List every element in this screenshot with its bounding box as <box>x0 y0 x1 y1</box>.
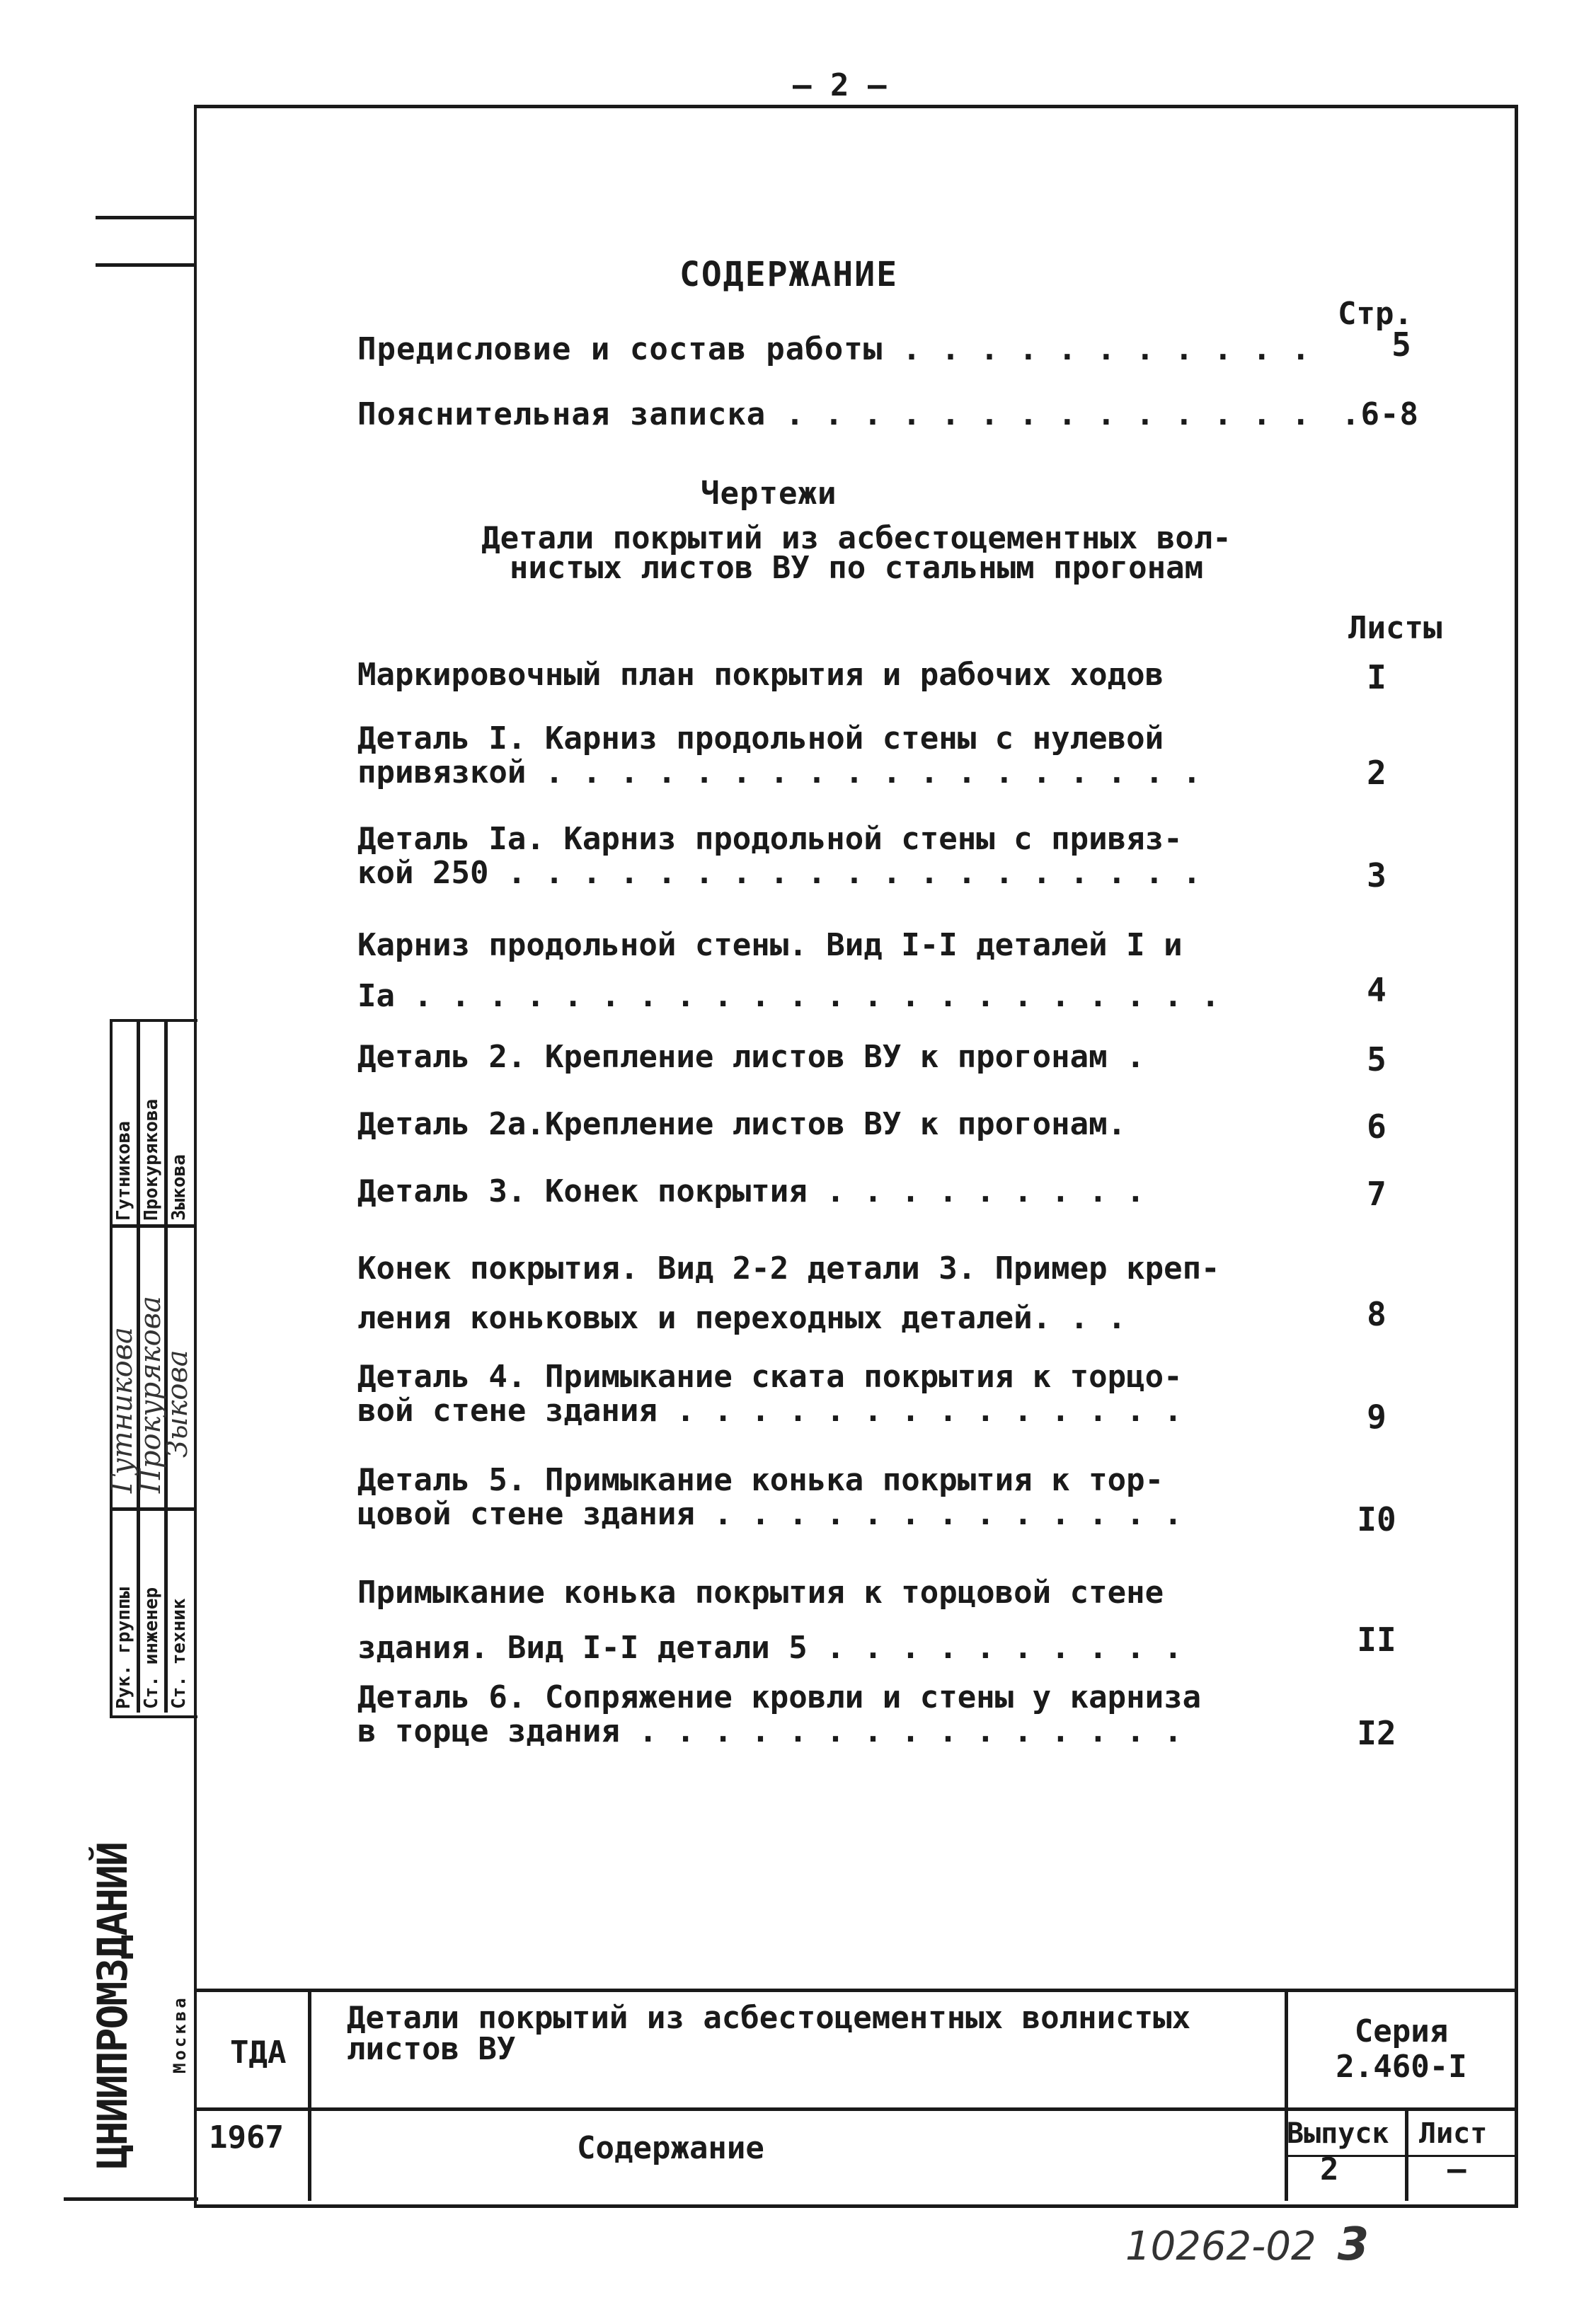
toc-entry-detail-5 <box>357 1463 1292 1531</box>
toc-entry-marking-plan <box>357 658 1292 692</box>
toc-entry-text: Конек покрытия. Вид 2-2 детали 3. Пример креп- ления коньковых и переходных деталей. . . <box>357 1250 1220 1336</box>
toc-entry-sheet-number: II <box>1357 1621 1396 1659</box>
signature: Зыкова <box>161 1350 194 1458</box>
toc-entry-text: Примыкание конька покрытия к торцовой стене здания. Вид I-I детали 5 . . . . . . . . . . <box>357 1575 1183 1666</box>
series-value: 2.460-I <box>1336 2049 1467 2085</box>
stamp-name: Прокурякова <box>141 1098 162 1221</box>
issue-label: Выпуск <box>1287 2117 1389 2150</box>
toc-entry-detail-3 <box>357 1175 1292 1209</box>
stamp-name: Гутникова <box>113 1121 134 1221</box>
toc-entry-detail-2a <box>357 1108 1292 1141</box>
drawings-subheading: Детали покрытий из асбестоцементных вол- нистых листов ВУ по стальным прогонам <box>481 520 1232 586</box>
signature: Гутникова <box>106 1327 139 1493</box>
toc-entry-ridge-abutment-view <box>357 1565 1292 1676</box>
handwritten-page: 3 <box>1337 2219 1370 2271</box>
toc-entry-text: Деталь 4. Примыкание ската покрытия к торцо- вой стене здания . . . . . . . . . . . . . . <box>357 1359 1183 1429</box>
toc-entry-eave-view <box>357 920 1292 1022</box>
toc-entry-sheet-number: 3 <box>1367 856 1387 894</box>
toc-entry-explanatory-note-page: .6-8 <box>1341 396 1419 432</box>
stamp-role: Ст. инженер <box>141 1587 162 1709</box>
margin-tick <box>96 216 195 219</box>
toc-entry-explanatory-note: Пояснительная записка . . . . . . . . . . . . . . <box>357 396 1311 432</box>
toc-entry-detail-1 <box>357 722 1292 790</box>
toc-entry-sheet-number: 9 <box>1367 1398 1387 1436</box>
toc-entry-sheet-number: 6 <box>1367 1108 1387 1146</box>
toc-entry-detail-2 <box>357 1040 1292 1074</box>
title-block-divider <box>308 1989 311 2201</box>
series-label: Серия <box>1354 2013 1449 2049</box>
title-block-bottom-ext <box>64 2197 198 2201</box>
stamp-divider <box>110 1224 195 1228</box>
toc-entry-sheet-number: I0 <box>1357 1500 1396 1538</box>
toc-entry-preface: Предисловие и состав работы . . . . . . . . . . . <box>357 331 1311 367</box>
toc-entry-text: Карниз продольной стены. Вид I-I деталей I и Iа . . . . . . . . . . . . . . . . . . . . . . <box>357 927 1220 1014</box>
page-number: — 2 — <box>793 67 887 103</box>
toc-entry-detail-6 <box>357 1681 1292 1749</box>
document-description: Детали покрытий из асбестоцементных волнистых листов ВУ <box>347 2000 1191 2067</box>
title-block-divider <box>1285 1989 1288 2201</box>
toc-entry-detail-4 <box>357 1360 1292 1428</box>
toc-entry-text: Маркировочный план покрытия и рабочих ходов <box>357 657 1164 693</box>
toc-entry-sheet-number: 2 <box>1367 754 1387 792</box>
sheet-value: – <box>1447 2151 1466 2187</box>
year: 1967 <box>209 2119 284 2156</box>
toc-entry-text: Деталь 6. Сопряжение кровли и стены у карниза в торце здания . . . . . . . . . . . . . . . <box>357 1679 1202 1749</box>
organization-city: Москва <box>170 1995 190 2073</box>
toc-entry-text: Деталь 3. Конек покрытия . . . . . . . . . <box>357 1173 1145 1209</box>
toc-entry-detail-1a <box>357 822 1292 890</box>
stamp-divider <box>110 1507 195 1511</box>
stamp-name: Зыкова <box>168 1154 190 1221</box>
toc-entry-sheet-number: I <box>1367 658 1387 696</box>
toc-entry-sheet-number: 4 <box>1367 971 1387 1009</box>
toc-entry-text: Деталь Iа. Карниз продольной стены с привяз- кой 250 . . . . . . . . . . . . . . . . . . . <box>357 821 1202 891</box>
toc-entry-text: Деталь I. Карниз продольной стены с нулевой привязкой . . . . . . . . . . . . . . . . . . <box>357 720 1202 790</box>
toc-entry-sheet-number: 8 <box>1367 1295 1387 1333</box>
pages-column-header: Стр. <box>1338 296 1413 332</box>
stamp-role: Ст. техник <box>168 1598 190 1709</box>
title-block-mid-line <box>194 2107 1515 2111</box>
handwritten-number: 10262-02 3 <box>1125 2219 1370 2271</box>
toc-entry-text: Деталь 5. Примыкание конька покрытия к тор- цовой стене здания . . . . . . . . . . . . . <box>357 1462 1183 1532</box>
toc-entry-sheet-number: I2 <box>1357 1714 1396 1752</box>
drawings-heading: Чертежи <box>701 476 837 512</box>
toc-entry-preface-page: 5 <box>1391 326 1411 364</box>
toc-entry-sheet-number: 5 <box>1367 1040 1387 1078</box>
signature: Прокурякова <box>134 1296 167 1493</box>
title-block-divider <box>1405 2107 1408 2201</box>
margin-tick <box>96 263 195 267</box>
toc-entry-sheet-number: 7 <box>1367 1175 1387 1213</box>
organization-logo: ЦНИИПРОМЗДАНИЙ <box>88 1843 137 2169</box>
sheet-title: Содержание <box>577 2130 764 2166</box>
title-block-cell-line <box>1285 2155 1515 2157</box>
sheet-label: Лист <box>1419 2117 1488 2150</box>
issue-value: 2 <box>1320 2151 1339 2187</box>
title-block-top-line <box>194 1989 1515 1992</box>
stamp-role: Рук. группы <box>113 1587 134 1709</box>
toc-entry-text: Деталь 2а.Крепление листов ВУ к прогонам. <box>357 1106 1127 1142</box>
toc-entry-ridge-view <box>357 1244 1292 1343</box>
org-code: ТДА <box>230 2035 287 2071</box>
toc-entry-text: Деталь 2. Крепление листов ВУ к прогонам . <box>357 1039 1145 1075</box>
sheets-column-header: Листы <box>1348 610 1442 646</box>
page-title: СОДЕРЖАНИЕ <box>679 255 898 294</box>
